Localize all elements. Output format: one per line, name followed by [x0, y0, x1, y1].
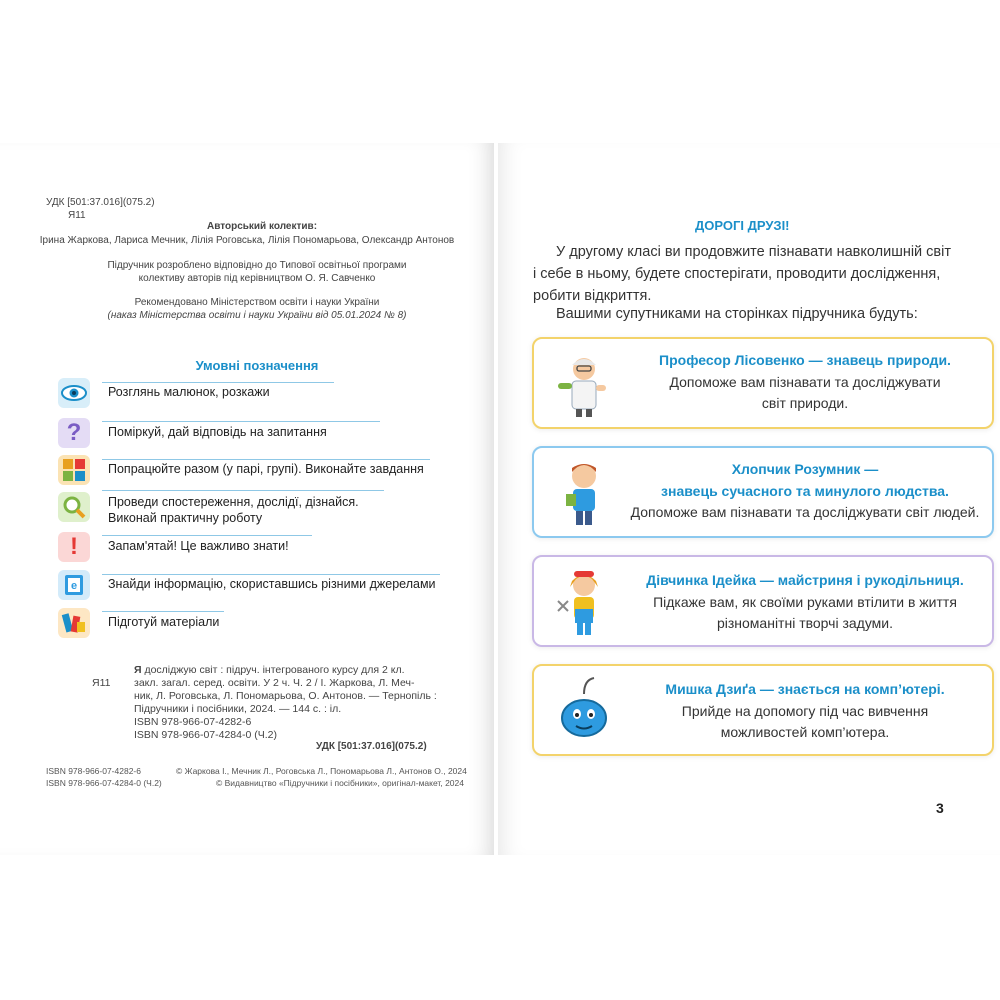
- biblio-line-2: закл. загал. серед. освіти. У 2 ч. Ч. 2 / І. Жаркова, Л. Меч-: [134, 677, 415, 689]
- card-title: Дівчинка Ідейка — майстриня і рукодільниця.: [646, 572, 964, 588]
- legend-item: [58, 532, 438, 566]
- footer-isbn-1: ISBN 978-966-07-4282-6: [46, 766, 141, 776]
- card-body-1: Допоможе вам пізнавати та досліджувати світ людей.: [630, 504, 980, 520]
- character-card: [532, 337, 994, 429]
- biblio-line-1: [134, 664, 405, 676]
- legend-item: [58, 378, 438, 412]
- card-title: Хлопчик Розумник —: [731, 461, 879, 477]
- legend-item: [58, 418, 438, 452]
- mouse-figure: [548, 674, 618, 748]
- legend-text: Підготуй матеріали: [108, 615, 220, 629]
- intro-line-2: і себе в ньому, будете спостерігати, проводити дослідження,: [533, 266, 941, 282]
- legend-text: Розглянь малюнок, розкажи: [108, 385, 270, 399]
- legend-text-2: Виконай практичну роботу: [108, 511, 263, 525]
- professor-figure: [548, 347, 618, 421]
- legend-text: Попрацюйте разом (у парі, групі). Виконайте завдання: [108, 462, 424, 476]
- eye-icon: [58, 378, 90, 408]
- card-body-2: світ природи.: [761, 395, 849, 411]
- card-title-2: знавець сучасного та минулого людства.: [661, 483, 949, 499]
- biblio-ya11: Я11: [92, 677, 111, 689]
- card-body-1: Підкаже вам, як своїми руками втілити в життя: [653, 594, 957, 610]
- page-number: 3: [936, 800, 944, 816]
- biblio-isbn-1: ISBN 978-966-07-4282-6: [134, 716, 252, 728]
- card-body-1: Прийде на допомогу під час вивчення: [681, 703, 929, 719]
- footer-copyright-2: © Видавництво «Підручники і посібники», оригінал-макет, 2024: [216, 778, 464, 788]
- legend-text: Проведи спостереження, дослідї, дізнайся.: [108, 495, 359, 509]
- card-body-2: різноманітні творчі задуми.: [716, 615, 894, 631]
- intro-line-4: Вашими супутниками на сторінках підручника будуть:: [556, 306, 918, 322]
- character-card: [532, 555, 994, 647]
- recommended-line: Рекомендовано Міністерством освіти і науки України: [134, 297, 380, 308]
- book-icon: [58, 570, 90, 600]
- biblio-udk: УДК [501:37.016](075.2): [316, 741, 427, 752]
- character-card: [532, 446, 994, 538]
- authors-heading: Авторський колектив:: [206, 221, 318, 232]
- legend-title: Умовні позначення: [195, 358, 319, 373]
- card-body-2: можливостей комп’ютера.: [720, 724, 890, 740]
- puzzle-icon: [58, 455, 90, 485]
- girl-figure: [548, 565, 618, 639]
- intro-line-1: У другому класі ви продовжите пізнавати навколишній світ: [556, 244, 951, 260]
- legend-text: Знайди інформацію, скориставшись різними джерелами: [108, 577, 436, 591]
- svg-text:e: e: [70, 580, 78, 592]
- biblio-isbn-2: ISBN 978-966-07-4284-0 (Ч.2): [134, 729, 277, 741]
- character-card: [532, 664, 994, 756]
- footer-copyright-1: © Жаркова І., Мечник Л., Роговська Л., Пономарьова Л., Антонов О., 2024: [176, 766, 467, 776]
- exclamation-icon: !: [58, 532, 90, 562]
- legend-item: [58, 570, 448, 604]
- program-line-2: колективу авторів під керівництвом О. Я. Савченко: [138, 273, 376, 284]
- card-title: Професор Лісовенко — знавець природи.: [659, 352, 951, 368]
- boy-figure: [548, 456, 618, 530]
- greeting-heading: ДОРОГІ ДРУЗІ!: [695, 218, 790, 233]
- order-line: (наказ Міністерства освіти і науки України від 05.01.2024 № 8): [107, 310, 407, 321]
- biblio-bold-letter: Я: [134, 664, 142, 676]
- legend-item: [58, 608, 438, 642]
- udk-code: УДК [501:37.016](075.2): [46, 197, 155, 208]
- legend-text: Запам'ятай! Це важливо знати!: [108, 539, 289, 553]
- program-line-1: Підручник розроблено відповідно до Типової освітньої програми: [107, 260, 407, 271]
- card-body-1: Допоможе вам пізнавати та досліджувати: [669, 374, 941, 390]
- biblio-line-4: Підручники і посібники, 2024. — 144 с. : іл.: [134, 703, 342, 715]
- ya11-code: Я11: [68, 210, 86, 221]
- intro-line-3: робити відкриття.: [533, 288, 652, 304]
- legend-text: Поміркуй, дай відповідь на запитання: [108, 425, 327, 439]
- biblio-line-3: ник, Л. Роговська, Л. Пономарьова, О. Антонов. — Тернопіль :: [134, 690, 437, 702]
- footer-isbn-2: ISBN 978-966-07-4284-0 (Ч.2): [46, 778, 162, 788]
- scissors-icon: [58, 608, 90, 638]
- question-icon: ?: [58, 418, 90, 448]
- magnifier-icon: [58, 492, 90, 522]
- legend-item: [58, 488, 438, 528]
- authors-list: Ірина Жаркова, Лариса Мечник, Лілія Роговська, Лілія Пономарьова, Олександр Антонов: [39, 235, 455, 246]
- card-title: Мишка Дзиґа — знається на комп’ютері.: [665, 681, 945, 697]
- biblio-line-1-text: досліджую світ : підруч. інтегрованого курсу для 2 кл.: [141, 664, 405, 676]
- legend-item: [58, 455, 438, 489]
